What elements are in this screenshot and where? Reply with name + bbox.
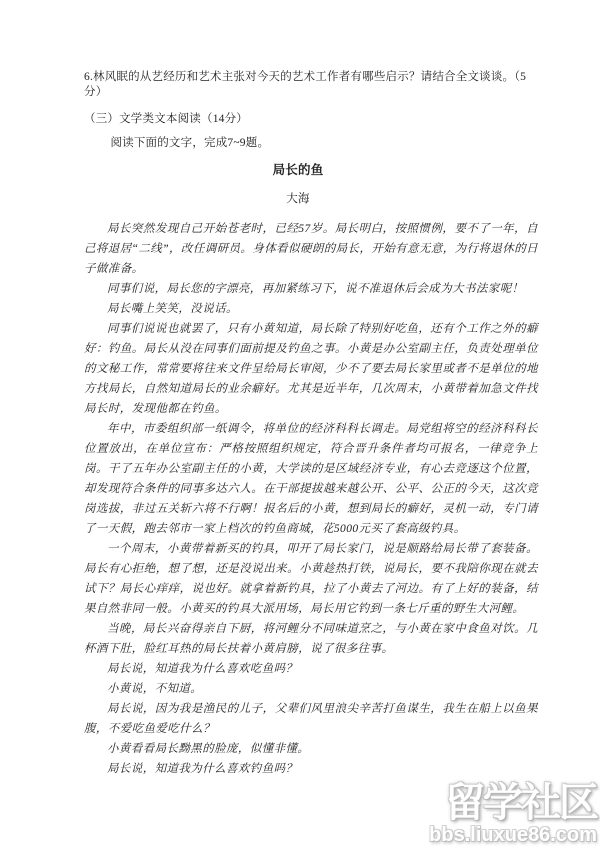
story-paragraph: 同事们说，局长您的字漂亮，再加紧练习下，说不准退休后会成为大书法家呢！: [107, 283, 524, 295]
story-paragraph: 局长说，因为我是渔民的儿子，父辈们风里浪尖辛苦打鱼谋生，我生在船上以鱼果腹，不爱吃鱼爱吃什么？: [84, 703, 538, 735]
story-paragraph: 局长说，知道我为什么喜欢钓鱼吗？: [107, 763, 298, 775]
exam-content: [84, 70, 538, 779]
reading-instruction: 阅读下面的文字，完成7~9题。: [110, 137, 270, 149]
watermark-site-name: 留学社区: [445, 781, 597, 825]
exam-question-6: 6.林风眠的从艺经历和艺术主张对今天的艺术工作者有哪些启示？请结合全文谈谈。（5分）: [84, 71, 527, 98]
story-paragraph: 小黄看看局长黝黑的脸庞，似懂非懂。: [107, 743, 310, 755]
story-paragraph: 局长嘴上笑笑，没说话。: [107, 303, 238, 315]
story-paragraph: 局长突然发现自己开始苍老时，已经57岁。局长明白，按照惯例，要不了一年，自己将退居“二线”，改任调研员。身体看似硬朗的局长，开始有意无意，为行将退休的日子做准备。: [84, 223, 538, 275]
story-paragraph: 小黄说，不知道。: [107, 683, 203, 695]
story-body: [84, 219, 538, 779]
story-author: 大海: [286, 193, 310, 205]
story-paragraph: 当晚，局长兴奋得亲自下厨，将河鲤分不同味道烹之，与小黄在家中食鱼对饮。几杯酒下肚，脸红耳热的局长扶着小黄肩膀，说了很多往事。: [84, 623, 538, 655]
watermark-site-url: bbs.liuxue86.com: [429, 824, 597, 846]
watermark: [429, 783, 597, 845]
story-paragraph: 一个周末，小黄带着新买的钓具，叩开了局长家门，说是顺路给局长带了套装备。局长有心拒绝，想了想，还是没说出来。小黄趁热打铁，说局长，要不我陪你现在就去试下？局长心痒痒，说也好。就拿着新钓具，拉了小黄去了河边。有了上好的装备，结果自然非同一般。小黄买的钓具大派用场，局长用它钓到一条七斤重的野生大河鲤。: [84, 543, 538, 615]
story-paragraph: 同事们说说也就罢了，只有小黄知道，局长除了特别好吃鱼，还有个工作之外的癖好：钓鱼。局长从没在同事们面前提及钓鱼之事。小黄是办公室副主任，负责处理单位的文秘工作，常常要将往来文件呈给局长审阅，少不了要去局长家里或者不是单位的地方找局长，自然知道局长的业余癖好。尤其是近半年，几次周末，小黄带着加急文件找局长时，发现他都在钓鱼。: [84, 323, 538, 415]
story-paragraph: 局长说，知道我为什么喜欢吃鱼吗？: [107, 663, 298, 675]
story-title: 局长的鱼: [272, 163, 324, 177]
story-paragraph: 年中，市委组织部一纸调令，将单位的经济科科长调走。局党组将空的经济科科长位置放出，在单位宣布：严格按照组织规定，符合晋升条件者均可报名，一律竞争上岗。干了五年办公室副主任的小黄，大学读的是区域经济专业，有心去竞逐这个位置，却发现符合条件的同事多达六人。在干部提拔越来越公开、公平、公正的今天，这次竞岗选拔，非过五关斩六将不行啊！报名后的小黄，想到局长的癖好，灵机一动，专门请了一天假，跑去邻市一家上档次的钓鱼商城，花5000元买了套高级钓具。: [84, 423, 538, 535]
section-heading: （三）文学类文本阅读（14分）: [84, 113, 248, 125]
